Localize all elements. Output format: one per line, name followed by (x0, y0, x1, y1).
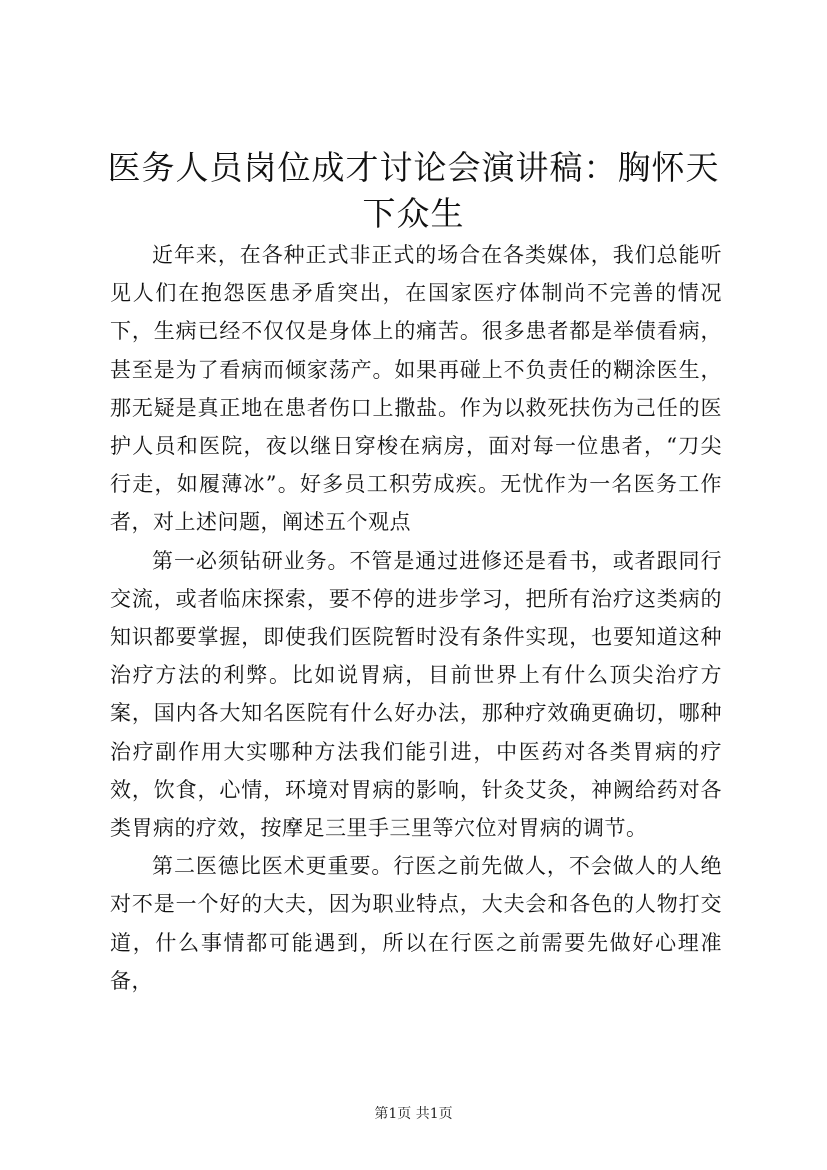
paragraph-point-two: 第二医德比医术更重要。行医之前先做人，不会做人的人绝对不是一个好的大夫，因为职业特点，大夫会和各色的人物打交道，什么事情都可能遇到，所以在行医之前需要先做好心理准备， (110, 854, 722, 993)
document-title: 医务人员岗位成才讨论会演讲稿：胸怀天下众生 (107, 148, 720, 233)
paragraph-point-one: 第一必须钻研业务。不管是通过进修还是看书，或者跟同行交流，或者临床探索，要不停的进步学习，把所有治疗这类病的知识都要掌握，即使我们医院暂时没有条件实现，也要知道这种治疗方法的利弊。比如说胃病，目前世界上有什么顶尖治疗方案，国内各大知名医院有什么好办法，那种疗效确更确切，哪种治疗副作用大实哪种方法我们能引进，中医药对各类胃病的疗效，饮食，心情，环境对胃病的影响，针灸艾灸，神阙给药对各类胃病的疗效，按摩足三里手三里等穴位对胃病的调节。 (110, 548, 722, 841)
page-number-footer: 第1页 共1页 (374, 1106, 453, 1122)
paragraph-intro: 近年来，在各种正式非正式的场合在各类媒体，我们总能听见人们在抱怨医患矛盾突出，在国家医疗体制尚不完善的情况下，生病已经不仅仅是身体上的痛苦。很多患者都是举债看病，甚至是为了看病而倾家荡产。如果再碰上不负责任的糊涂医生，那无疑是真正地在患者伤口上撒盐。作为以救死扶伤为己任的医护人员和医院，夜以继日穿梭在病房，面对每一位患者，“刀尖行走，如履薄冰”。好多员工积劳成疾。无忧作为一名医务工作者，对上述问题，阐述五个观点 (110, 243, 722, 535)
document-body (110, 236, 722, 1000)
